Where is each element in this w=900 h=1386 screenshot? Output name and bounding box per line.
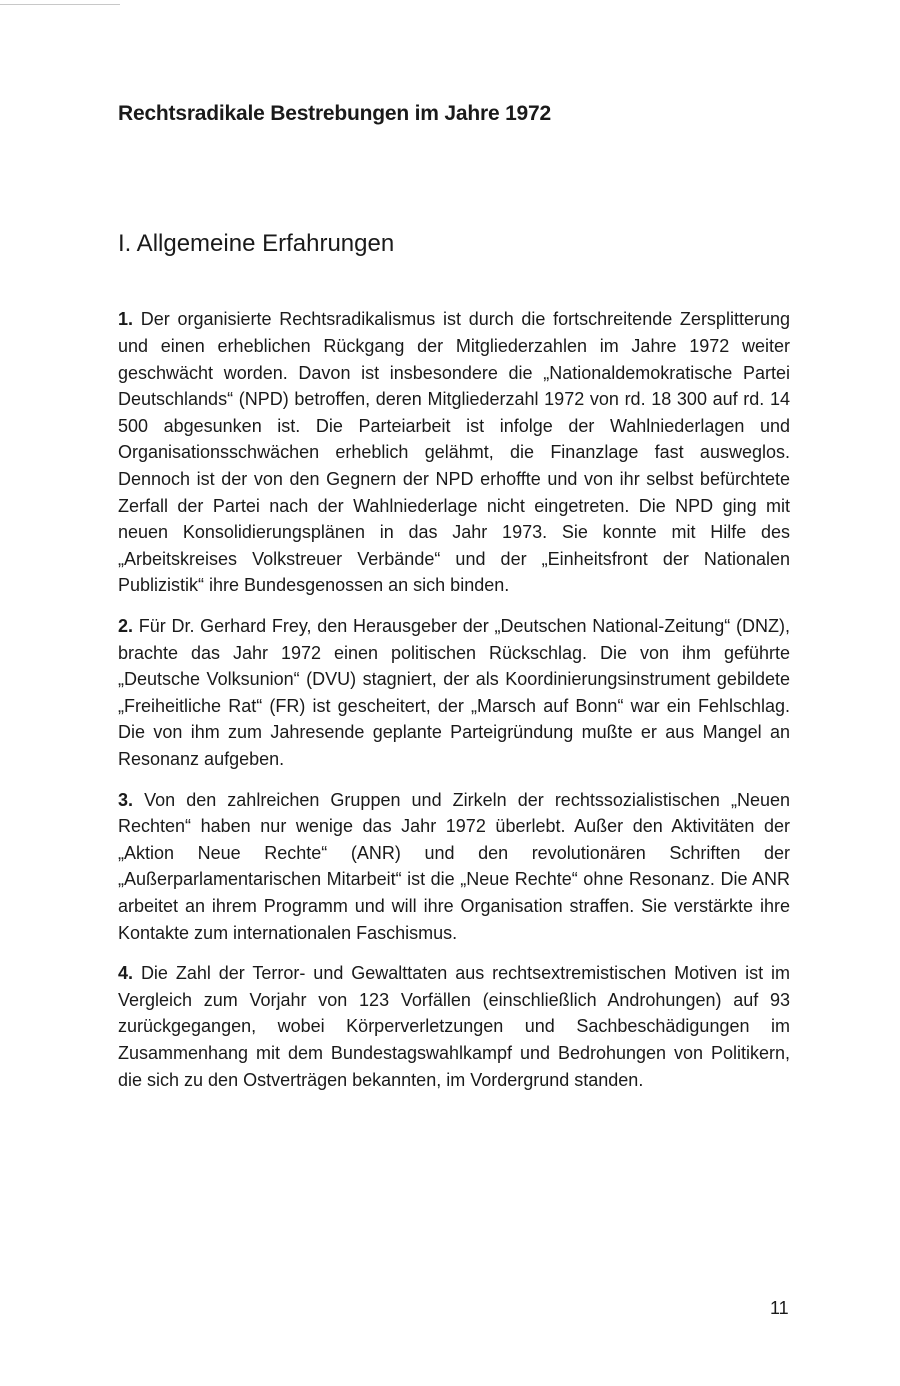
- document-title: Rechtsradikale Bestrebungen im Jahre 1972: [118, 102, 551, 125]
- paragraph-4: [118, 960, 790, 1093]
- paragraph-text: Für Dr. Gerhard Frey, den Herausgeber der „Deutschen National-Zeitung“ (DNZ), brachte das Jahr 1972 einen politischen Rückschlag. Die von ihm geführte „Deutsche Volksunion“ (DVU) stagniert, der als Koordinierungsinstrument gebildete „Freiheitliche Rat“ (FR) ist gescheitert, der „Marsch auf Bonn“ war ein Fehlschlag. Die von ihm zum Jahresende geplante Parteigründung mußte er aus Mangel an Resonanz aufgeben.: [118, 616, 790, 769]
- paragraph-number: 2.: [118, 616, 134, 637]
- paragraph-text: Von den zahlreichen Gruppen und Zirkeln der rechtssozialistischen „Neuen Rechten“ haben nur wenige das Jahr 1972 überlebt. Außer den Aktivitäten der „Aktion Neue Rechte“ (ANR) und den revolutionären Schriften der „Außerparlamentarischen Mitarbeit“ ist die „Neue Rechte“ ohne Resonanz. Die ANR arbeitet an ihrem Programm und will ihre Organisation straffen. Sie verstärkte ihre Kontakte zum internationalen Faschismus.: [118, 789, 790, 943]
- paragraph-number: 3.: [118, 789, 134, 810]
- paragraph-1: [118, 306, 790, 599]
- paragraph-text: Der organisierte Rechtsradikalismus ist durch die fortschreitende Zersplitterung und einen erheblichen Rückgang der Mitgliederzahlen im Jahre 1972 weiter geschwächt worden. Davon ist insbesondere die „Nationaldemokratische Partei Deutschlands“ (NPD) betroffen, deren Mitgliederzahl 1972 von rd. 18 300 auf rd. 14 500 abgesunken ist. Die Parteiarbeit ist infolge der Wahlniederlagen und Organisationsschwächen erheblich gelähmt, die Finanzlage fast ausweglos. Dennoch ist der von den Gegnern der NPD erhoffte und von ihr selbst befürchtete Zerfall der Partei nach der Wahlniederlage nicht eingetreten. Die NPD ging mit neuen Konsolidierungsplänen in das Jahr 1973. Sie konnte mit Hilfe des „Arbeitskreises Volkstreuer Verbände“ und der „Einheitsfront der Nationalen Publizistik“ ihre Bundesgenossen an sich binden.: [118, 309, 790, 596]
- paragraph-2: [118, 613, 790, 773]
- document-page: [118, 100, 790, 1093]
- paragraph-3: [118, 787, 790, 947]
- scan-edge-rule: [0, 4, 120, 5]
- paragraph-number: 4.: [118, 963, 134, 984]
- section-heading: I. Allgemeine Erfahrungen: [118, 230, 395, 258]
- paragraph-text: Die Zahl der Terror- und Gewalttaten aus rechtsextremistischen Motiven ist im Vergleich zum Vorjahr von 123 Vorfällen (einschließlich Androhungen) auf 93 zurückgegangen, wobei Körperverletzungen und Sachbeschädigungen im Zusammenhang mit dem Bundestagswahlkampf und Bedrohungen von Politikern, die sich zu den Ostverträgen bekannten, im Vordergrund standen.: [118, 963, 790, 1090]
- paragraph-number: 1.: [118, 309, 134, 330]
- page-number: 11: [770, 1298, 789, 1318]
